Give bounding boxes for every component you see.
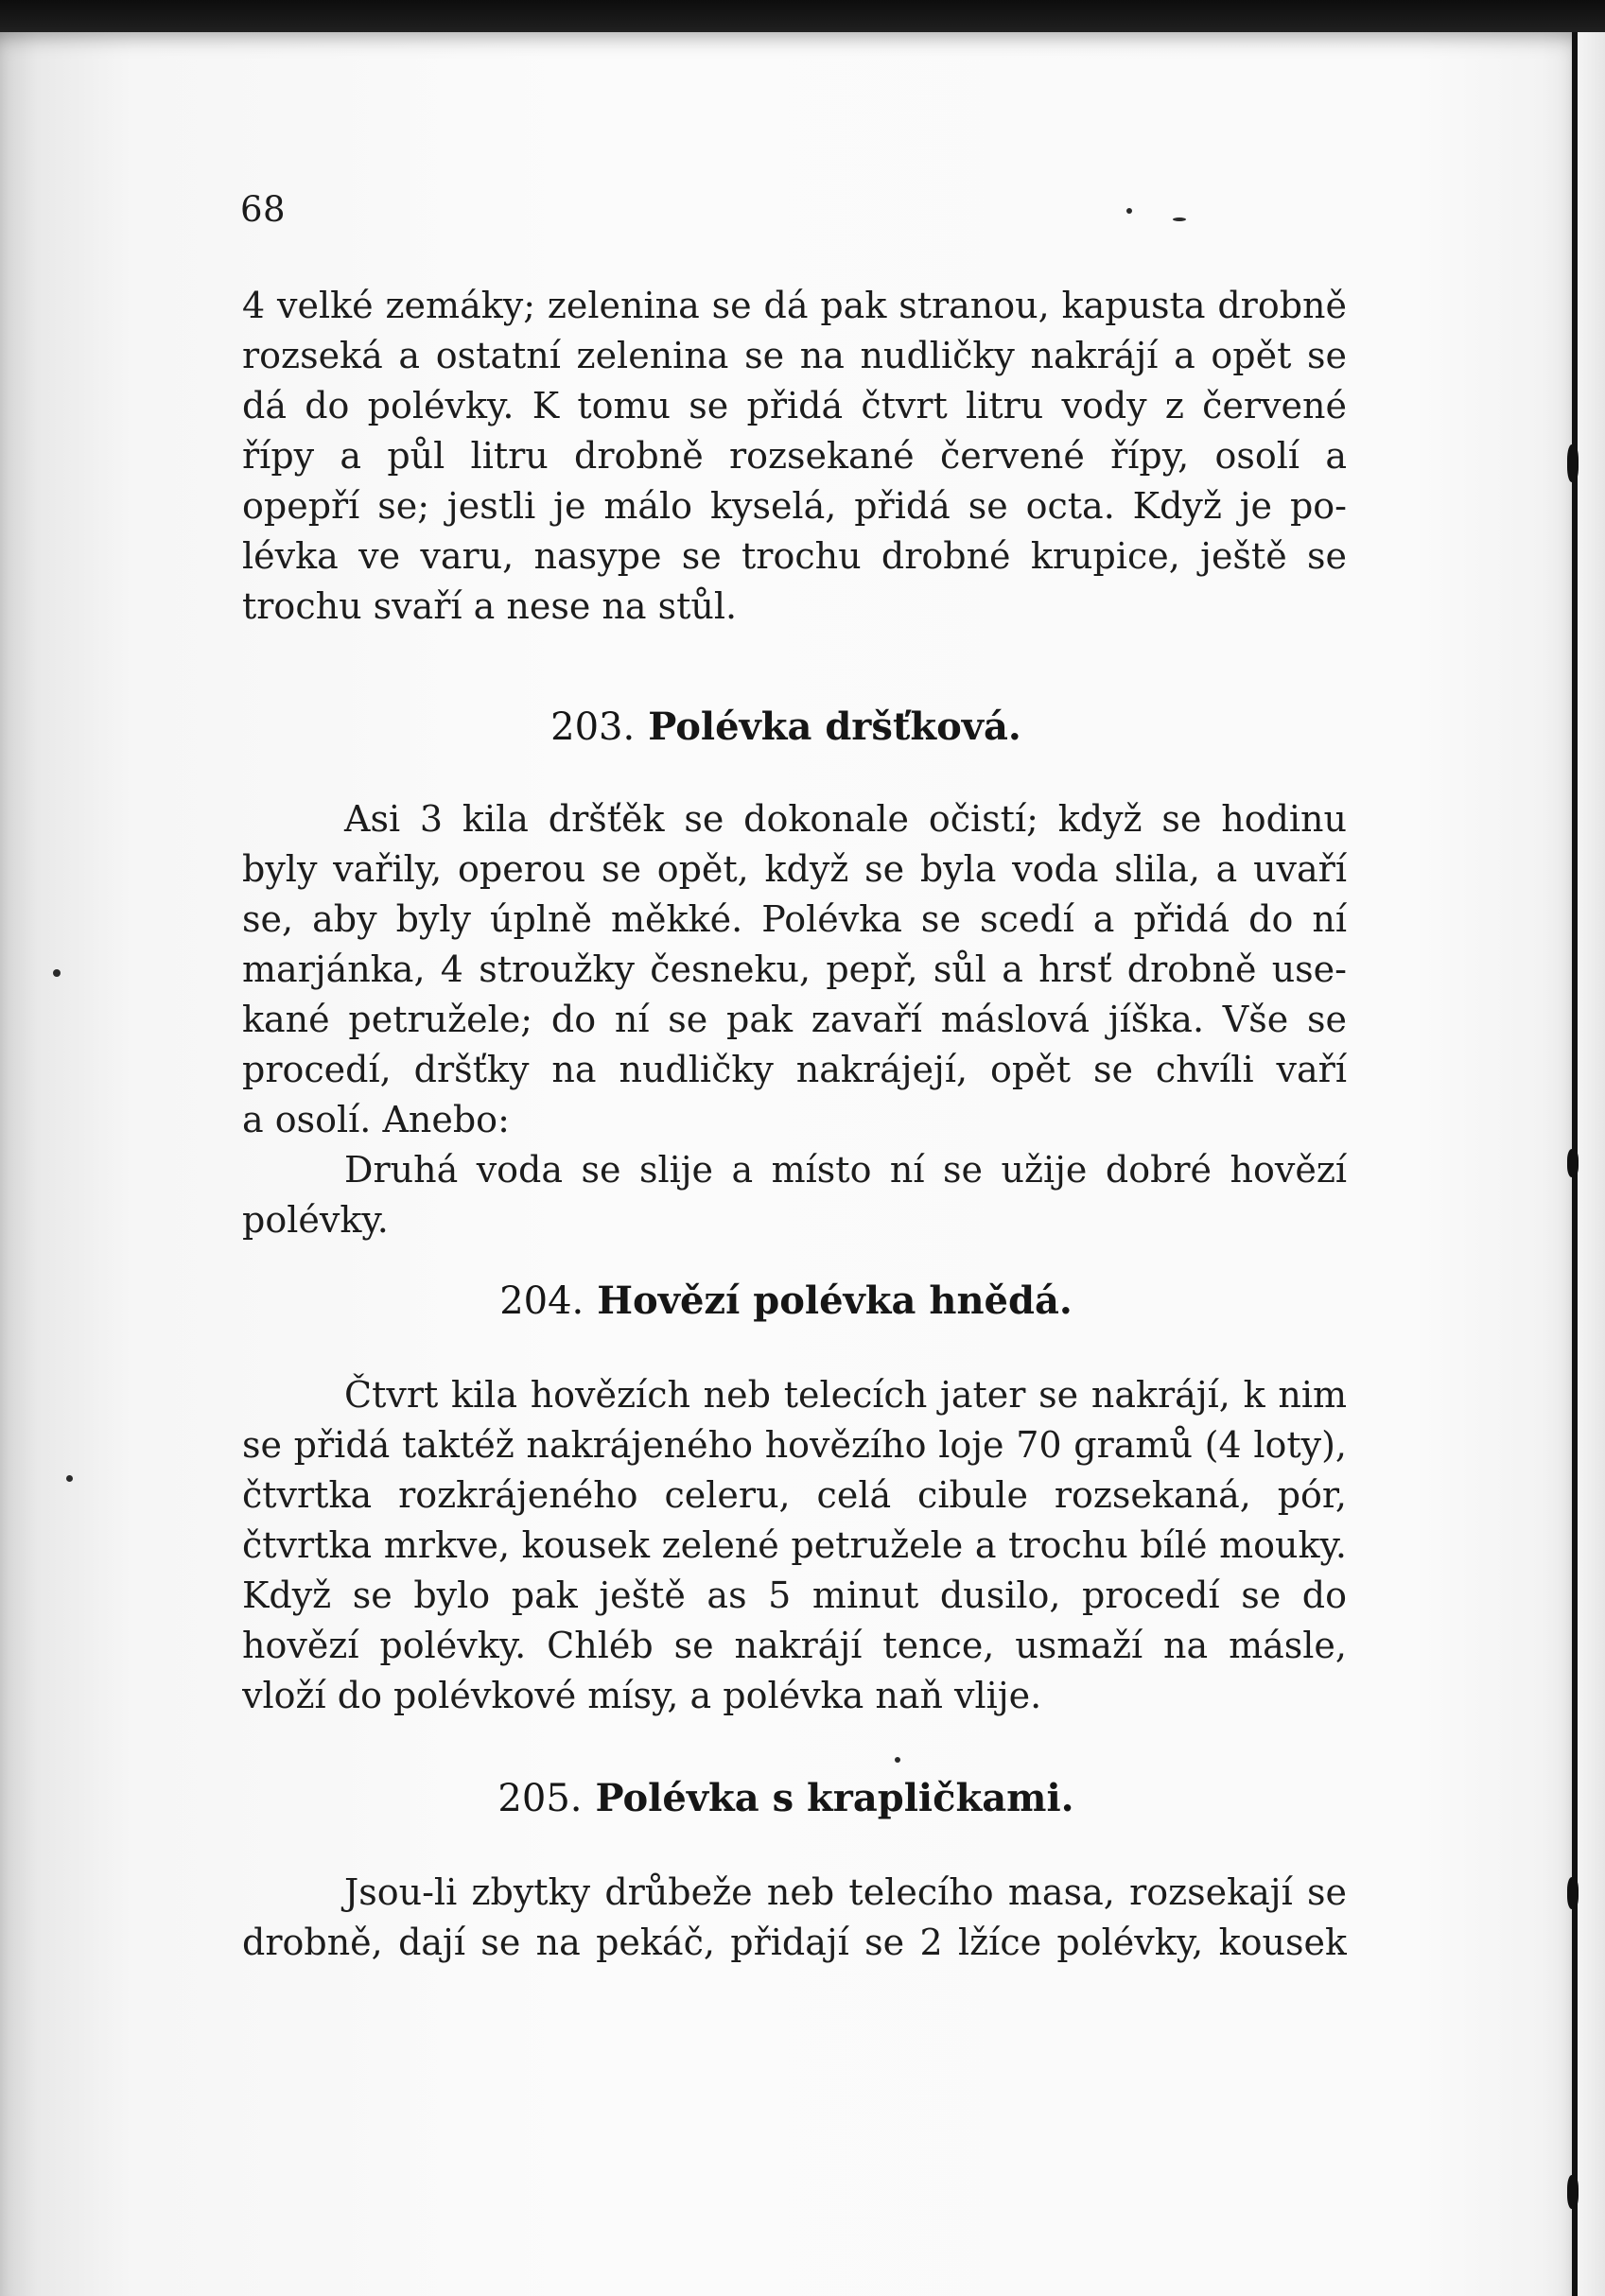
- text-line: hovězí polévky. Chléb se nakrájí tence, usmaží na másle,: [242, 1625, 1347, 1666]
- text-line: se, aby byly úplně měkké. Polévka se scedí a přidá do ní: [242, 898, 1347, 940]
- text-line: vloží do polévkové mísy, a polévka naň vlije.: [242, 1675, 1042, 1716]
- recipe-heading-204: [0, 1278, 1572, 1323]
- recipe-heading-205: [0, 1776, 1572, 1820]
- paper-speck: [53, 969, 61, 977]
- text-line: čtvrtka rozkrájeného celeru, celá cibule rozsekaná, pór,: [242, 1474, 1347, 1516]
- recipe-title: Polévka dršťková.: [648, 704, 1021, 749]
- edge-ink-mark: [1567, 1877, 1579, 1909]
- text-line: se přidá taktéž nakrájeného hovězího loje 70 gramů (4 loty),: [242, 1424, 1347, 1466]
- text-line: drobně, dají se na pekáč, přidají se 2 lžíce polévky, kousek: [242, 1922, 1347, 1963]
- paper-speck: [66, 1475, 73, 1482]
- text-line: rozseká a ostatní zelenina se na nudličky nakrájí a opět se: [242, 335, 1347, 376]
- paper-speck: [1173, 217, 1186, 221]
- intro-paragraph: [242, 281, 1347, 632]
- paper-speck: [895, 1757, 900, 1763]
- text-line: opepří se; jestli je málo kyselá, přidá se octa. Když je po-: [242, 485, 1347, 527]
- text-line: 4 velké zemáky; zelenina se dá pak stranou, kapusta drobně: [242, 285, 1347, 326]
- edge-ink-mark: [1567, 2175, 1579, 2209]
- recipe-heading-203: [0, 704, 1572, 749]
- text-line: polévky.: [242, 1199, 389, 1241]
- edge-ink-mark: [1567, 444, 1579, 482]
- recipe-body-205: [242, 1868, 1347, 1968]
- next-page-edge: [1578, 32, 1605, 2296]
- text-line: Čtvrt kila hovězích neb telecích jater se nakrájí, k nim: [344, 1374, 1347, 1416]
- recipe-number: 204.: [499, 1279, 584, 1323]
- text-line: procedí, dršťky na nudličky nakrájejí, opět se chvíli vaří: [242, 1049, 1347, 1090]
- text-line: Asi 3 kila dršťěk se dokonale očistí; když se hodinu: [344, 798, 1347, 840]
- text-line: Když se bylo pak ještě as 5 minut dusilo, procedí se do: [242, 1574, 1347, 1616]
- recipe-number: 203.: [550, 705, 636, 749]
- text-line: marjánka, 4 stroužky česneku, pepř, sůl a hrsť drobně use-: [242, 948, 1347, 990]
- text-line: a osolí. Anebo:: [242, 1099, 510, 1140]
- text-line: řípy a půl litru drobně rozsekané červené řípy, osolí a: [242, 435, 1347, 477]
- text-line: Jsou-li zbytky drůbeže neb telecího masa, rozsekají se: [344, 1871, 1347, 1913]
- recipe-title: Hovězí polévka hnědá.: [597, 1278, 1073, 1323]
- text-line: trochu svaří a nese na stůl.: [242, 585, 738, 627]
- text-line: dá do polévky. K tomu se přidá čtvrt litru vody z červené: [242, 385, 1347, 426]
- recipe-body-203: [242, 794, 1347, 1245]
- recipe-title: Polévka s krapličkami.: [595, 1776, 1074, 1820]
- edge-ink-mark: [1567, 1149, 1579, 1177]
- text-line: byly vařily, operou se opět, když se byla voda slila, a uvaří: [242, 848, 1347, 890]
- paper-speck: [1126, 208, 1132, 214]
- text-line: Druhá voda se slije a místo ní se užije dobré hovězí: [344, 1149, 1347, 1191]
- recipe-number: 205.: [497, 1777, 583, 1820]
- text-line: kané petružele; do ní se pak zavaří máslová jíška. Vše se: [242, 999, 1347, 1040]
- page-number: 68: [240, 189, 287, 230]
- text-line: lévka ve varu, nasype se trochu drobné krupice, ještě se: [242, 535, 1347, 577]
- recipe-body-204: [242, 1370, 1347, 1721]
- text-line: čtvrtka mrkve, kousek zelené petružele a trochu bílé mouky.: [242, 1524, 1347, 1566]
